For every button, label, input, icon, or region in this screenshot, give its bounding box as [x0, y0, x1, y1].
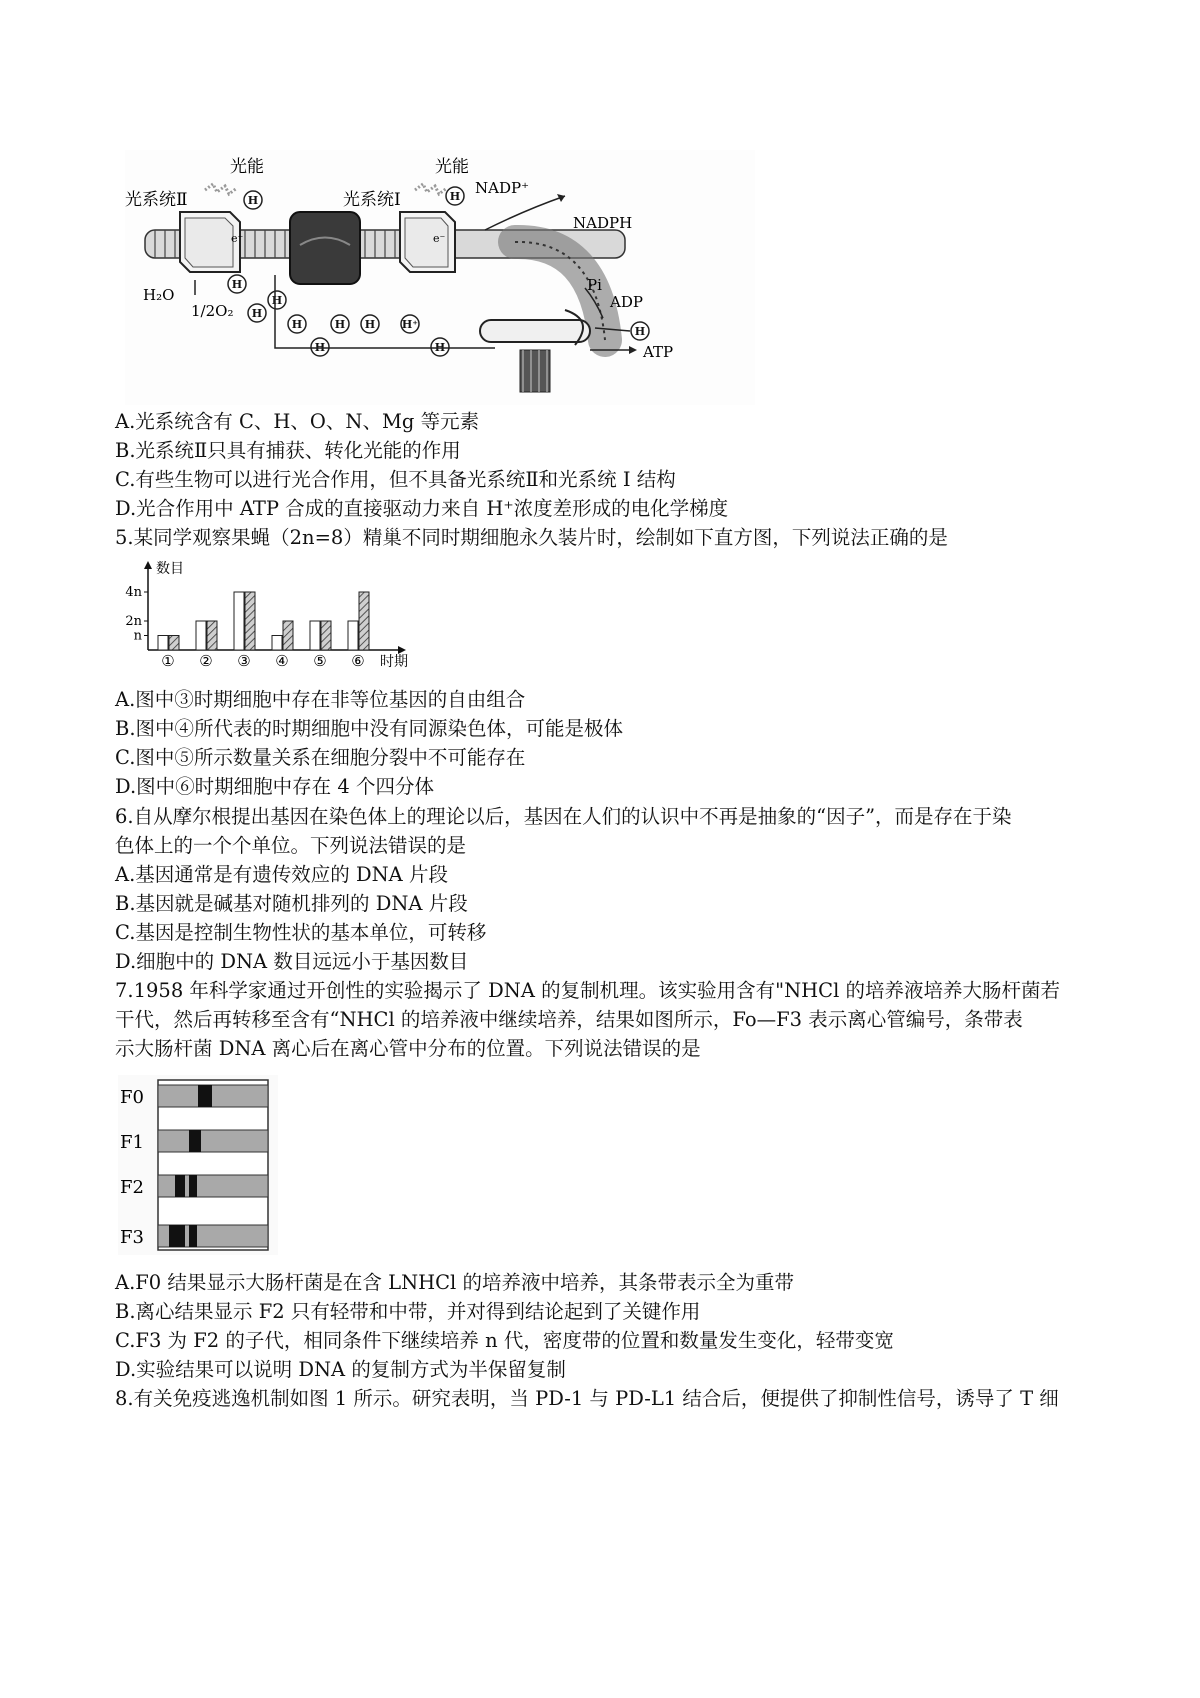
bar-hatched-6	[359, 592, 369, 650]
photosystem-ii-label: 光系统Ⅱ	[125, 190, 188, 210]
photosystem-i-label: 光系统Ⅰ	[343, 190, 401, 210]
x-tick-label: ⑥	[351, 652, 365, 670]
q6-option-a: A.基因通常是有遗传效应的 DNA 片段	[115, 863, 448, 886]
centrifuge-tubes-figure	[118, 1075, 278, 1255]
svg-text:H: H	[634, 325, 646, 338]
centrifuge-tubes-svg	[118, 1075, 278, 1255]
tube-label-f3: F3	[120, 1227, 144, 1248]
svg-text:H: H	[434, 341, 446, 354]
x-tick-label: ①	[161, 652, 175, 670]
svg-text:H: H	[334, 318, 346, 331]
adp-label: ADP	[610, 293, 643, 311]
light-energy-label-1: 光能	[230, 157, 264, 177]
x-axis-title: 时期	[380, 654, 408, 670]
q6-stem-line-2: 色体上的一个个单位。下列说法错误的是	[115, 834, 467, 857]
bar-white-3	[234, 592, 244, 650]
bar-hatched-3	[245, 592, 255, 650]
bar-hatched-1	[169, 636, 179, 651]
light-energy-label-2: 光能	[435, 157, 469, 177]
x-tick-label: ⑤	[313, 652, 327, 670]
q7-option-a: A.F0 结果显示大肠杆菌是在含 LNHCl 的培养液中培养，其条带表示全为重带	[115, 1271, 794, 1294]
svg-text:H: H	[231, 278, 243, 291]
tube-f1	[158, 1130, 268, 1152]
svg-text:H: H	[291, 318, 303, 331]
y-axis-title: 数目	[156, 561, 184, 577]
bar-hatched-5	[321, 621, 331, 650]
q5-option-a: A.图中③时期细胞中存在非等位基因的自由组合	[115, 688, 526, 711]
water-label: H₂O	[143, 286, 175, 304]
tube-label-f0: F0	[120, 1087, 144, 1108]
electron-label-1: e⁻	[231, 232, 244, 245]
q5-option-b: B.图中④所代表的时期细胞中没有同源染色体，可能是极体	[115, 717, 624, 740]
photosynthesis-figure	[125, 150, 755, 405]
q8-stem-line-1: 8.有关免疫逃逸机制如图 1 所示。研究表明，当 PD-1 与 PD-L1 结合后，便提供了抑制性信号，诱导了 T 细	[115, 1387, 1059, 1410]
y-tick-label: n	[133, 628, 142, 644]
nadp-label: NADP⁺	[475, 179, 529, 197]
q7-stem-line-1: 7.1958 年科学家通过开创性的实验揭示了 DNA 的复制机理。该实验用含有"NHCl 的培养液培养大肠杆菌若	[115, 979, 1060, 1002]
bar-chart-svg	[118, 555, 418, 673]
svg-text:H: H	[449, 190, 461, 203]
x-tick-label: ④	[275, 652, 289, 670]
cytochrome-complex	[290, 212, 360, 284]
bar-hatched-2	[207, 621, 217, 650]
svg-text:H: H	[251, 307, 263, 320]
q4-option-d: D.光合作用中 ATP 合成的直接驱动力来自 H⁺浓度差形成的电化学梯度	[115, 497, 729, 520]
bar-hatched-4	[283, 621, 293, 650]
oxygen-label: 1/2O₂	[191, 302, 234, 320]
nadph-label: NADPH	[573, 214, 633, 232]
photosystem-i	[400, 212, 455, 272]
q7-option-b: B.离心结果显示 F2 只有轻带和中带，并对得到结论起到了关键作用	[115, 1300, 701, 1323]
bar-white-6	[348, 621, 358, 650]
svg-text:H⁺: H⁺	[401, 318, 419, 331]
q7-stem-line-2: 干代，然后再转移至含有“NHCl 的培养液中继续培养，结果如图所示，Fo—F3 表示离心管编号，条带表	[115, 1008, 1023, 1031]
q6-option-d: D.细胞中的 DNA 数目远远小于基因数目	[115, 950, 469, 973]
bar-white-5	[310, 621, 320, 650]
svg-text:H: H	[314, 341, 326, 354]
tube-label-f2: F2	[120, 1177, 144, 1198]
q6-option-c: C.基因是控制生物性状的基本单位，可转移	[115, 921, 487, 944]
bar-white-2	[196, 621, 206, 650]
q6-stem-line-1: 6.自从摩尔根提出基因在染色体上的理论以后，基因在人们的认识中不再是抽象的“因子”，而是存在于染	[115, 805, 1012, 828]
tube-label-f1: F1	[120, 1132, 144, 1153]
svg-text:H: H	[271, 294, 283, 307]
bar-white-4	[272, 636, 282, 651]
photosynthesis-diagram	[125, 150, 755, 405]
q6-option-b: B.基因就是碱基对随机排列的 DNA 片段	[115, 892, 468, 915]
electron-label-2: e⁻	[433, 232, 446, 245]
tube-f2	[158, 1175, 268, 1197]
q5-option-c: C.图中⑤所示数量关系在细胞分裂中不可能存在	[115, 746, 526, 769]
q7-option-c: C.F3 为 F2 的子代，相同条件下继续培养 n 代，密度带的位置和数量发生变化，轻带变宽	[115, 1329, 894, 1352]
pi-label: Pi	[587, 276, 602, 294]
y-tick-label: 2n	[125, 614, 142, 629]
q5-option-d: D.图中⑥时期细胞中存在 4 个四分体	[115, 775, 434, 798]
svg-text:H: H	[364, 318, 376, 331]
svg-text:H: H	[247, 194, 259, 207]
bar-white-1	[158, 636, 168, 651]
bar-chart	[118, 555, 418, 673]
q7-stem-line-3: 示大肠杆菌 DNA 离心后在离心管中分布的位置。下列说法错误的是	[115, 1037, 701, 1060]
tube-f0	[158, 1085, 268, 1107]
atp-label: ATP	[643, 343, 674, 361]
q7-option-d: D.实验结果可以说明 DNA 的复制方式为半保留复制	[115, 1358, 566, 1381]
tube-f3	[158, 1225, 268, 1247]
x-tick-label: ②	[199, 652, 213, 670]
q5-stem: 5.某同学观察果蝇（2n=8）精巢不同时期细胞永久装片时，绘制如下直方图，下列说法正确的是	[115, 526, 948, 549]
q4-option-b: B.光系统Ⅱ只具有捕获、转化光能的作用	[115, 439, 461, 462]
q4-option-a: A.光系统含有 C、H、O、N、Mg 等元素	[115, 410, 480, 433]
q4-option-c: C.有些生物可以进行光合作用，但不具备光系统Ⅱ和光系统 I 结构	[115, 468, 676, 491]
y-tick-label: 4n	[125, 585, 142, 600]
x-tick-label: ③	[237, 652, 251, 670]
